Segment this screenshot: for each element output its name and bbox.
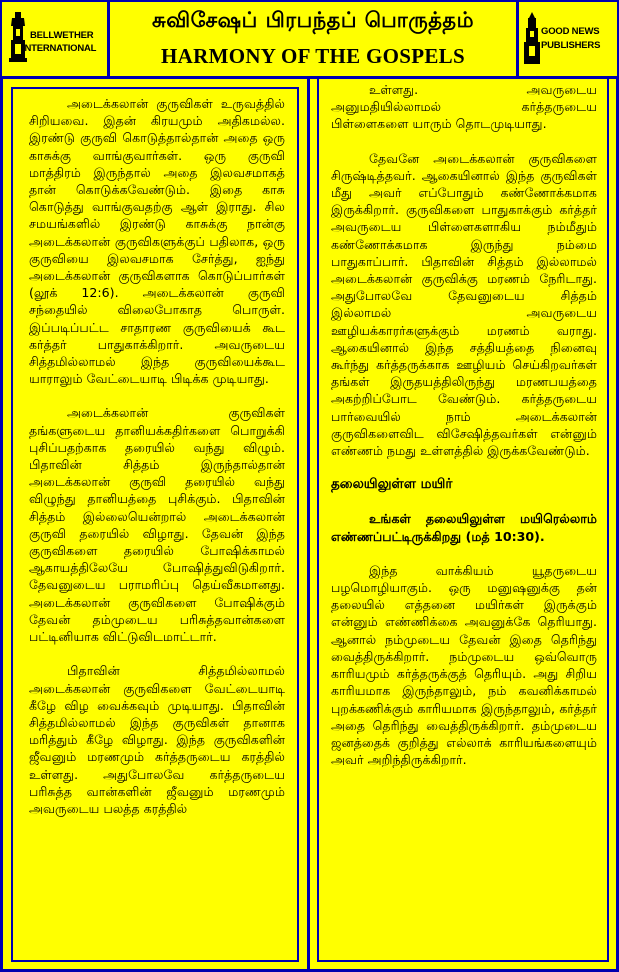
paragraph: தேவனே அடைக்கலான் குருவிகளை சிருஷ்டித்தவர். ஆகையினால் இந்த குருவிகள் மீது அவர் எப்போதும் கண்ணோக்கமாக இருக்கிறார். குருவிகளை பாதுகாக்கும் கர்த்தர் அவருடைய பிள்ளைகளாகிய நம்மீதும் கண்ணோக்கமாக இருந்து நம்மை பாதுகாப்பார். பிதாவின் சித்தம் இல்லாமல் அடைக்கலான் குருவிக்கு மரணம் நேரிடாது. அதுபோலவே தேவனுடைய சித்தம் இல்லாமல் அவருடைய ஊழியக்காரர்களுக்கும் மரணம் வராது. ஆகையினால் இந்த சத்தியத்தை நினைவு கூர்ந்து கர்த்தருக்காக ஊழியம் செய்கிறவர்கள் தங்கள் இருதயத்திலிருந்து மரணபயத்தை அகற்றிப்போட வேண்டும். கர்த்தருடைய பார்வையில் நாம் அடைக்கலான் குருவிகளைவிட விசேஷித்தவர்கள் என்னும் எண்ணம் நமது உள்ளத்தில் இருக்கவேண்டும். (331, 150, 597, 459)
section-heading: தலையிலுள்ள மயிர் (331, 476, 453, 493)
title-english: HARMONY OF THE GOSPELS (161, 44, 465, 68)
paragraph: அடைக்கலான் குருவிகள் தங்களுடைய தானியக்கதிர்களை பொறுக்கி புசிப்பதற்காக தரையில் வந்து விழும். பிதாவின் சித்தம் இருந்தால்தான் அடைக்கலான் குருவி தரையில் வந்து விழுந்து தானியத்தை புசிக்கும். பிதாவின் சித்தம் இல்லையென்றால் அடைக்கலான் குருவி தரையில் விழாது. தேவன் இந்த குருவிகளை தரையில் போஷிக்காமல் ஆகாயத்திலேயே போஷித்துவிடுகிறார். தேவனுடைய பராமரிப்பு தெய்வீகமானது. அடைக்கலான் குருவிகளை போஷிக்கும் தேவன் தம்முடைய பரிசுத்தவான்களை பட்டினியாக விட்டுவிடமாட்டார். (29, 405, 285, 645)
verse-quote: உங்கள் தலையிலுள்ள மயிரெல்லாம் எண்ணப்பட்டிருக்கிறது (மத் 10:30). (331, 511, 597, 544)
paragraph: அடைக்கலான் குருவிகள் உருவத்தில் சிறியவை. இதன் கிரயமும் அதிகமல்ல. இரண்டு குருவி கொடுத்தால்தான் அதை ஒரு காசுக்கு வாங்குவார்கள். ஒரு குருவி மாத்திரம் இருந்தால் அதை இலவசமாகத் தான் கொடுக்கவேண்டும். இதை காசு கொடுத்து வாங்குவதற்கு ஆள் இராது. சில சமயங்களில் இரண்டு காசுக்கு நான்கு அடைக்கலான் குருவிகளுக்குப் பதிலாக, ஒரு குருவியை இலவசமாக சேர்த்து, ஐந்து அடைக்கலான் குருவிகளாக கொடுப்பார்கள் (லூக் 12:6). அடைக்கலான் குருவி சந்தையில் விலைபோகாத பொருள். இப்படிப்பட்ட சாதாரண குருவியைக் கூட கர்த்தர் பாதுகாக்கிறார். அவருடைய சித்தமில்லாமல் இந்த குருவியைக்கூட யாராலும் வேட்டையாடி பிடிக்க முடியாது. (29, 96, 285, 387)
paragraph: இந்த வாக்கியம் யூதருடைய பழமொழியாகும். ஒரு மனுஷனுக்கு தன் தலையில் எத்தனை மயிர்கள் இருக்கும் என்னும் எண்ணிக்கை அவனுக்கே தெரியாது. ஆனால் நம்முடைய தேவன் இதை தெரிந்து வைத்திருக்கிறார். நம்முடைய ஒவ்வொரு காரியமும் கர்த்தருக்குத் தெரியும். அது சிறிய காரியமாக இருந்தாலும், நம் கவனிக்காமல் புறக்கணிக்கும் காரியமாக இருந்தாலும், கர்த்தர் அதை தெரிந்து வைத்திருக்கிறார். தம்முடைய ஜனத்தைக் குறித்து எல்லாக் காரியங்களையும் அவர் அறிந்திருக்கிறார். (331, 562, 597, 768)
logo-line2: INTERNATIONAL (22, 43, 97, 54)
title-tamil: சுவிசேஷப் பிரபந்தப் பொருத்தம் (152, 8, 474, 32)
logo-line1: GOOD NEWS (541, 26, 600, 37)
logo-line1: BELLWETHER (30, 30, 94, 41)
paragraph: பிதாவின் சித்தமில்லாமல் அடைக்கலான் குருவிகளை வேட்டையாடி கீழே விழ வைக்கவும் முடியாது. பிதாவின் சித்தமில்லாமல் இந்த குருவிகள் தானாக மரித்தும் கீழே விழாது. இந்த குருவிகளின் ஜீவனும் மரணமும் கர்த்தருடைய கரத்தில் உள்ளது. அதுபோலவே கர்த்தருடைய பரிசுத்த வான்களின் ஜீவனும் மரணமும் அவருடைய பலத்த கரத்தில் (29, 663, 285, 816)
paragraph: உள்ளது. அவருடைய அனுமதியில்லாமல் கர்த்தருடைய பிள்ளைகளை யாரும் தொடமுடியாது. (331, 82, 597, 132)
logo-line2: PUBLISHERS (541, 40, 601, 51)
